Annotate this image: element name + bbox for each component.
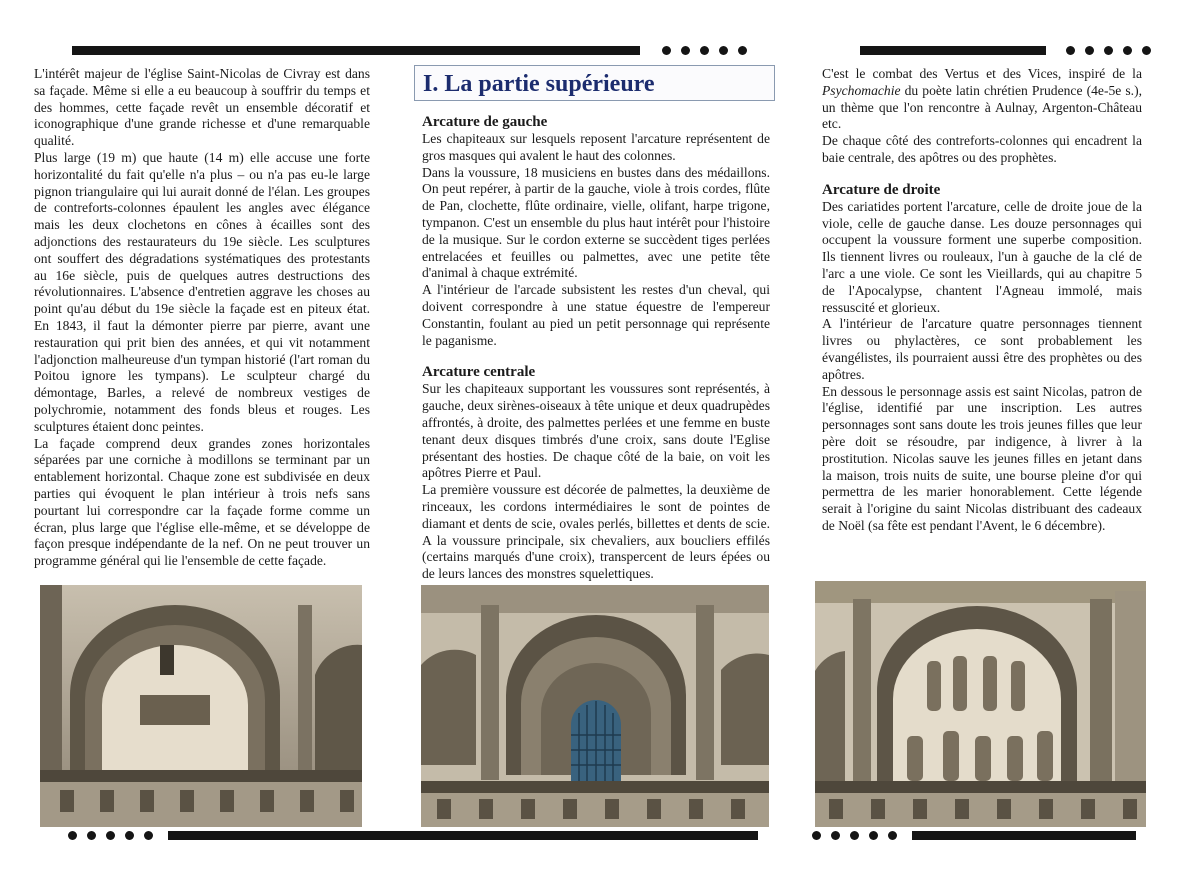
dot bbox=[719, 46, 728, 55]
paragraph: La première voussure est décorée de palmettes, la deuxième de rinceaux, les cordons intermédiaires le sont de pointes de diamant et dents de scie, ovales perlés, billettes et dents de scie. A la voussure principale, six chevaliers, aux boucliers effilés (certains marqués d'une croix), transpercent de leurs épées ou de leurs lances des monstres squelettiques. bbox=[422, 482, 770, 582]
photo-left-arcade bbox=[40, 585, 362, 827]
column-right bbox=[822, 66, 1142, 535]
dot bbox=[125, 831, 134, 840]
dot bbox=[87, 831, 96, 840]
dot bbox=[1066, 46, 1075, 55]
top-dots-right bbox=[1066, 46, 1151, 55]
dot bbox=[700, 46, 709, 55]
photo-central-arcade bbox=[421, 585, 769, 827]
subheading-left-arcade: Arcature de gauche bbox=[422, 114, 548, 130]
paragraph: A l'intérieur de l'arcature quatre personnages tiennent livres ou phylactères, ce sont probablement les évangélistes, ils pourraient aussi être des prophètes ou des apôtres. bbox=[822, 316, 1142, 382]
paragraph: Les chapiteaux sur lesquels reposent l'arcature représentent de gros masques qui avalent le haut des colonnes. bbox=[422, 131, 770, 163]
dot bbox=[738, 46, 747, 55]
subheading-right-arcade: Arcature de droite bbox=[822, 181, 941, 198]
dot bbox=[662, 46, 671, 55]
column-middle bbox=[422, 113, 770, 583]
spacer bbox=[822, 167, 1142, 181]
dot bbox=[1142, 46, 1151, 55]
bottom-bar-right bbox=[912, 831, 1136, 840]
text-span: C'est le combat des Vertus et des Vices, inspiré de la bbox=[822, 66, 1142, 81]
dot bbox=[850, 831, 859, 840]
dot bbox=[1085, 46, 1094, 55]
dot bbox=[106, 831, 115, 840]
dot bbox=[888, 831, 897, 840]
dot bbox=[68, 831, 77, 840]
photo-right-arcade-illustration bbox=[815, 581, 1146, 827]
dot bbox=[812, 831, 821, 840]
italic-title: Psychomachie bbox=[822, 82, 901, 98]
paragraph: Des cariatides portent l'arcature, celle de droite joue de la viole, celle de gauche danse. Les douze personnages qui occupent la voussure forment une superbe composition. Ils tiennent livres ou rouleaux, l'un à gauche de la clé de l'arc a une viole. Ce sont les Vieillards, qui au chapitre 5 de l'Apocalypse, chantent l'Agneau immolé, mais ressuscité et glorieux. bbox=[822, 198, 1142, 315]
photo-right-arcade bbox=[815, 581, 1146, 827]
top-bar-left bbox=[72, 46, 640, 55]
column-left bbox=[34, 66, 370, 570]
bottom-bar-left bbox=[168, 831, 758, 840]
bottom-dots-right bbox=[812, 831, 897, 840]
section-title-box bbox=[414, 65, 775, 101]
dot bbox=[681, 46, 690, 55]
dot bbox=[1104, 46, 1113, 55]
dot bbox=[1123, 46, 1132, 55]
paragraph: La façade comprend deux grandes zones horizontales séparées par une corniche à modillons se terminant par un entablement horizontal. Chaque zone est subdivisée en deux parties qui évoquent le plan intérieur à trois nefs sans pourtant lui correspondre car la façade forme comme un écran, plus large que l'église elle-même, et se développe de façon presque indépendante de la nef. On ne peut trouver un programme général qui lie l'ensemble de cette façade. bbox=[34, 435, 370, 569]
dot bbox=[831, 831, 840, 840]
top-bar-right bbox=[860, 46, 1046, 55]
section-title: I. La partie supérieure bbox=[423, 71, 655, 97]
spacer bbox=[422, 349, 770, 363]
photo-central-arcade-illustration bbox=[421, 585, 769, 827]
paragraph: Dans la voussure, 18 musiciens en bustes dans des médaillons. On peut repérer, à partir de la gauche, viole à trois cordes, flûte de Pan, clochette, flûte ordinaire, vielle, olifant, harpe trigone, tympanon. C'est un ensemble du plus haut intérêt pour l'histoire de la musique. Sur le cordon externe se succèdent tiges perlées entrelacées et feuilles ou palmettes, avec une petite tête d'animal à chaque extrémité. bbox=[422, 164, 770, 281]
paragraph: A l'intérieur de l'arcade subsistent les restes d'un cheval, qui doivent correspondre à une statue équestre de l'empereur Constantin, foulant au pied un petit personnage qui représente le paganisme. bbox=[422, 282, 770, 348]
photo-left-arcade-illustration bbox=[40, 585, 362, 827]
paragraph: Sur les chapiteaux supportant les voussures sont représentés, à gauche, deux sirènes-oiseaux à tête unique et deux quadrupèdes affrontés, à droite, des palmettes perlées et une femme en buste tenant deux disques timbrés d'une croix, sans doute l'Eglise présentant des hosties. De chaque côté de la baie, on voit les apôtres Pierre et Paul. bbox=[422, 381, 770, 481]
text-span: du poète latin chrétien Prudence (4e-5e s.), un thème que l'on rencontre à Aulnay, Argenton-Château etc. bbox=[822, 82, 1142, 132]
top-dots-left bbox=[662, 46, 747, 55]
paragraph: L'intérêt majeur de l'église Saint-Nicolas de Civray est dans sa façade. Même si elle a eu beaucoup à souffrir du temps et des hommes, cette façade revêt un ensemble décoratif et iconographique d'une grande richesse et d'une remarquable qualité. bbox=[34, 66, 370, 149]
subheading-central-arcade: Arcature centrale bbox=[422, 364, 536, 381]
paragraph: Plus large (19 m) que haute (14 m) elle accuse une forte horizontalité du fait qu'elle n'a plus – ou n'a pas eu-le large pignon triangulaire qui lui aurait donné de l'élan. Les groupes de contreforts-colonnes épaulent les angles avec élégance mais les deux clochetons en cônes à écailles sont des adjonctions des restaurateurs du 19e siècle. Les sculptures ont souffert des dégradations systématiques des protestants au 16e siècle, puis de quelques autres destructions des révolutionnaires. L'absence d'entretien aggrave les choses au point qu'au début du 19e siècle la façade est en piteux état. En 1843, il faut la démonter pierre par pierre, avant une restauration qui prit bien des années, et qui vit notamment l'adjonction malheureuse d'un tympan historié (l'art roman du Poitou ignore les tympans). Le sculpteur chargé du démontage, Barles, a relevé de nombreux vestiges de polychromie, notamment des fonds bleus et rouges. Les sculptures étaient donc peintes. bbox=[34, 149, 370, 434]
bottom-dots-left bbox=[68, 831, 153, 840]
paragraph: De chaque côté des contreforts-colonnes qui encadrent la baie centrale, des apôtres ou des prophètes. bbox=[822, 133, 1142, 165]
paragraph: En dessous le personnage assis est saint Nicolas, patron de l'église, identifié par une inscription. Les autres personnages sont sans doute les trois jeunes filles que leur père doit se résoudre, par indigence, à livrer à la prostitution. Nicolas sauve les jeunes filles en jetant dans la maison, trois nuits de suite, une bourse pleine d'or qui permettra de les marier honorablement. Cette légende serait à l'origine du saint Nicolas distribuant des cadeaux de Noël (sa fête est pendant l'Avent, le 6 décembre). bbox=[822, 383, 1142, 533]
dot bbox=[144, 831, 153, 840]
dot bbox=[869, 831, 878, 840]
paragraph bbox=[822, 66, 1142, 133]
